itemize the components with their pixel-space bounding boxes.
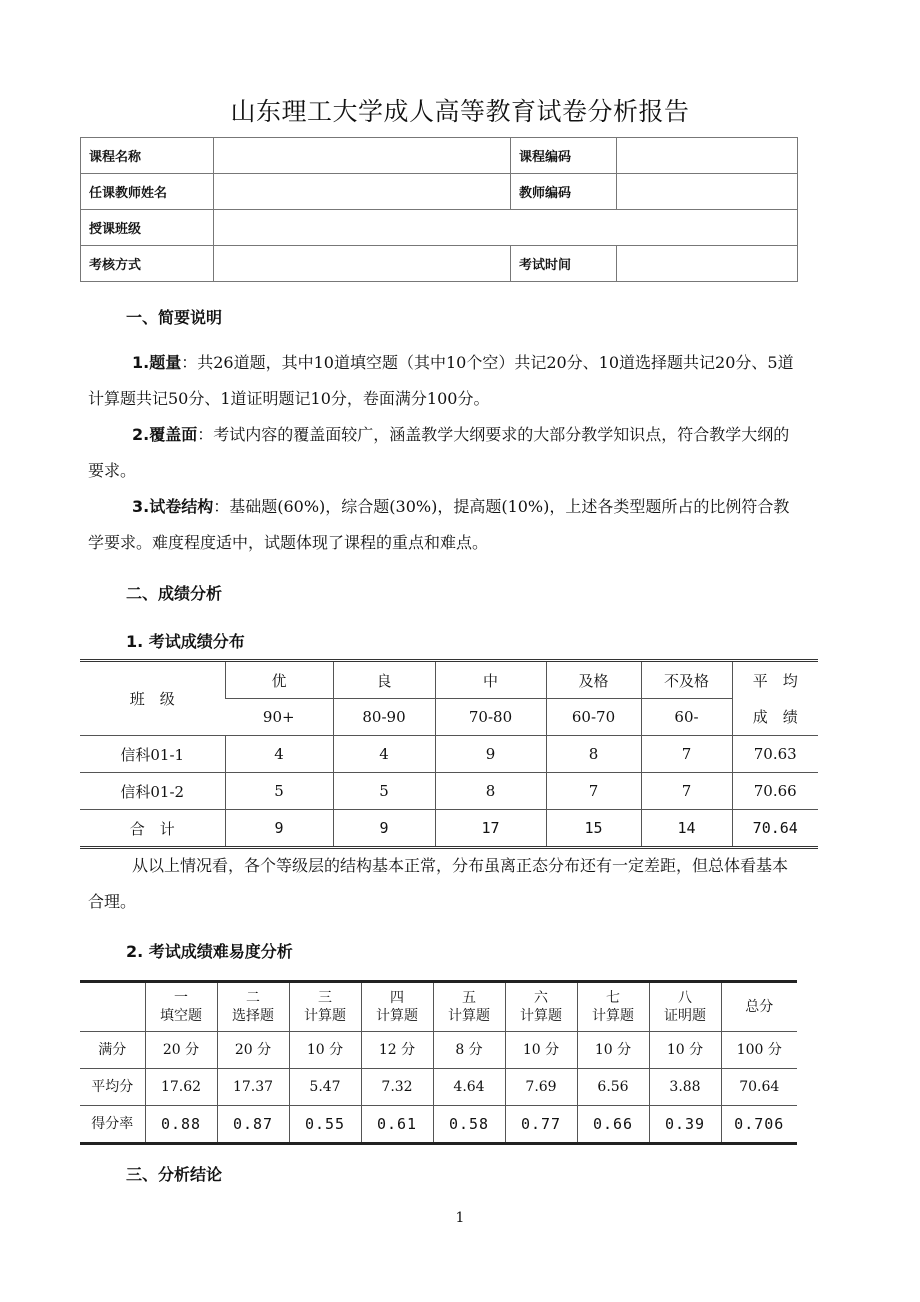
count-cell: 4 [225,736,333,773]
section1-item-3 [88,489,800,561]
grade-header: 良 [333,661,435,699]
range-header: 90+ [225,699,333,736]
table-row [81,246,798,282]
rate-cell: 0.87 [217,1106,289,1144]
rate-cell: 0.88 [145,1106,217,1144]
count-cell: 7 [546,773,641,810]
count-cell: 14 [641,810,732,848]
class-header: 班 级 [80,661,225,736]
item-term: 题量 [149,353,182,372]
teacher-name-label: 任课教师姓名 [81,174,214,210]
score-cell: 10 分 [289,1032,361,1069]
section2-heading: 二、成绩分析 [126,584,223,603]
score-cell: 100 分 [721,1032,797,1069]
course-name-label: 课程名称 [81,138,214,174]
range-header: 70-80 [435,699,546,736]
avg-cell: 70.63 [732,736,818,773]
rate-cell: 0.39 [649,1106,721,1144]
avg-cell: 70.64 [721,1069,797,1106]
avg-cell: 70.66 [732,773,818,810]
count-cell: 8 [546,736,641,773]
course-name-field[interactable] [214,138,511,174]
avg-header-bottom: 成 绩 [732,699,818,736]
section1-heading: 一、简要说明 [126,308,223,327]
question-header: 五 计算题 [433,982,505,1032]
rate-cell: 0.55 [289,1106,361,1144]
subsection-difficulty-heading: 2. 考试成绩难易度分析 [126,942,293,961]
item-number: 2. [132,425,150,444]
grade-header: 优 [225,661,333,699]
grade-header: 不及格 [641,661,732,699]
range-header: 80-90 [333,699,435,736]
avg-cell: 17.37 [217,1069,289,1106]
report-title: 山东理工大学成人高等教育试卷分析报告 [230,97,690,126]
table-row [80,1032,797,1069]
count-cell: 7 [641,773,732,810]
item-number: 3. [132,497,150,516]
table-total-row [80,810,818,848]
avg-cell: 7.69 [505,1069,577,1106]
section3-heading: 三、分析结论 [126,1165,223,1184]
table-row [80,1069,797,1106]
count-cell: 9 [225,810,333,848]
count-cell: 8 [435,773,546,810]
question-header: 三 计算题 [289,982,361,1032]
avg-cell: 4.64 [433,1069,505,1106]
score-cell: 20 分 [217,1032,289,1069]
count-cell: 7 [641,736,732,773]
grade-distribution-table [80,659,818,849]
class-field[interactable] [214,210,798,246]
row-label: 得分率 [80,1106,145,1144]
section1-item-1 [88,345,800,417]
table-row [80,773,818,810]
count-cell: 17 [435,810,546,848]
score-cell: 10 分 [649,1032,721,1069]
rate-cell: 0.66 [577,1106,649,1144]
exam-method-field[interactable] [214,246,511,282]
avg-cell: 5.47 [289,1069,361,1106]
rate-cell: 0.706 [721,1106,797,1144]
section1-item-2 [88,417,800,489]
avg-cell: 3.88 [649,1069,721,1106]
score-cell: 20 分 [145,1032,217,1069]
grade-header: 中 [435,661,546,699]
range-header: 60- [641,699,732,736]
avg-cell: 17.62 [145,1069,217,1106]
count-cell: 4 [333,736,435,773]
distribution-comment [88,848,800,920]
score-cell: 12 分 [361,1032,433,1069]
question-header: 一 填空题 [145,982,217,1032]
score-cell: 10 分 [505,1032,577,1069]
rate-cell: 0.77 [505,1106,577,1144]
question-header: 二 选择题 [217,982,289,1032]
page-number: 1 [455,1210,465,1226]
row-label: 平均分 [80,1069,145,1106]
avg-cell: 7.32 [361,1069,433,1106]
avg-cell: 6.56 [577,1069,649,1106]
item-number: 1. [132,353,150,372]
total-label: 合 计 [80,810,225,848]
table-row [81,174,798,210]
table-row [80,1106,797,1144]
question-header: 八 证明题 [649,982,721,1032]
rate-cell: 0.58 [433,1106,505,1144]
item-text: ：基础题(60%)，综合题(30%)，提高题(10%)，上述各类型题所占的比例符合教学要求。难度程度适中，试题体现了课程的重点和难点。 [88,497,790,552]
question-header: 四 计算题 [361,982,433,1032]
avg-header-top: 平 均 [732,661,818,699]
class-name: 信科01-2 [80,773,225,810]
course-code-label: 课程编码 [511,138,617,174]
score-cell: 8 分 [433,1032,505,1069]
count-cell: 15 [546,810,641,848]
teacher-code-field[interactable] [617,174,798,210]
subsection-distribution-heading: 1. 考试成绩分布 [126,632,245,651]
count-cell: 5 [333,773,435,810]
exam-method-label: 考核方式 [81,246,214,282]
exam-time-field[interactable] [617,246,798,282]
score-cell: 10 分 [577,1032,649,1069]
rate-cell: 0.61 [361,1106,433,1144]
item-term: 覆盖面 [149,425,198,444]
question-header: 七 计算题 [577,982,649,1032]
difficulty-analysis-table [80,980,797,1145]
row-label: 满分 [80,1032,145,1069]
item-text: ：共26道题，其中10道填空题（其中10个空）共记20分、10道选择题共记20分、5道计算题共记50分、1道证明题记10分，卷面满分100分。 [88,353,794,408]
item-term: 试卷结构 [149,497,214,516]
course-info-table [80,137,798,282]
table-row [81,138,798,174]
table-header-row [80,982,797,1032]
question-header: 六 计算题 [505,982,577,1032]
empty-corner [80,982,145,1032]
range-header: 60-70 [546,699,641,736]
avg-cell: 70.64 [732,810,818,848]
count-cell: 9 [333,810,435,848]
teacher-name-field[interactable] [214,174,511,210]
course-code-field[interactable] [617,138,798,174]
grade-header: 及格 [546,661,641,699]
count-cell: 9 [435,736,546,773]
total-header: 总分 [721,982,797,1032]
comment-text: 从以上情况看，各个等级层的结构基本正常，分布虽离正态分布还有一定差距，但总体看基本合理。 [88,856,789,911]
count-cell: 5 [225,773,333,810]
exam-time-label: 考试时间 [511,246,617,282]
item-text: ：考试内容的覆盖面较广，涵盖教学大纲要求的大部分教学知识点，符合教学大纲的要求。 [88,425,790,480]
class-name: 信科01-1 [80,736,225,773]
class-label: 授课班级 [81,210,214,246]
table-row [81,210,798,246]
table-row [80,736,818,773]
teacher-code-label: 教师编码 [511,174,617,210]
table-header-row [80,661,818,699]
